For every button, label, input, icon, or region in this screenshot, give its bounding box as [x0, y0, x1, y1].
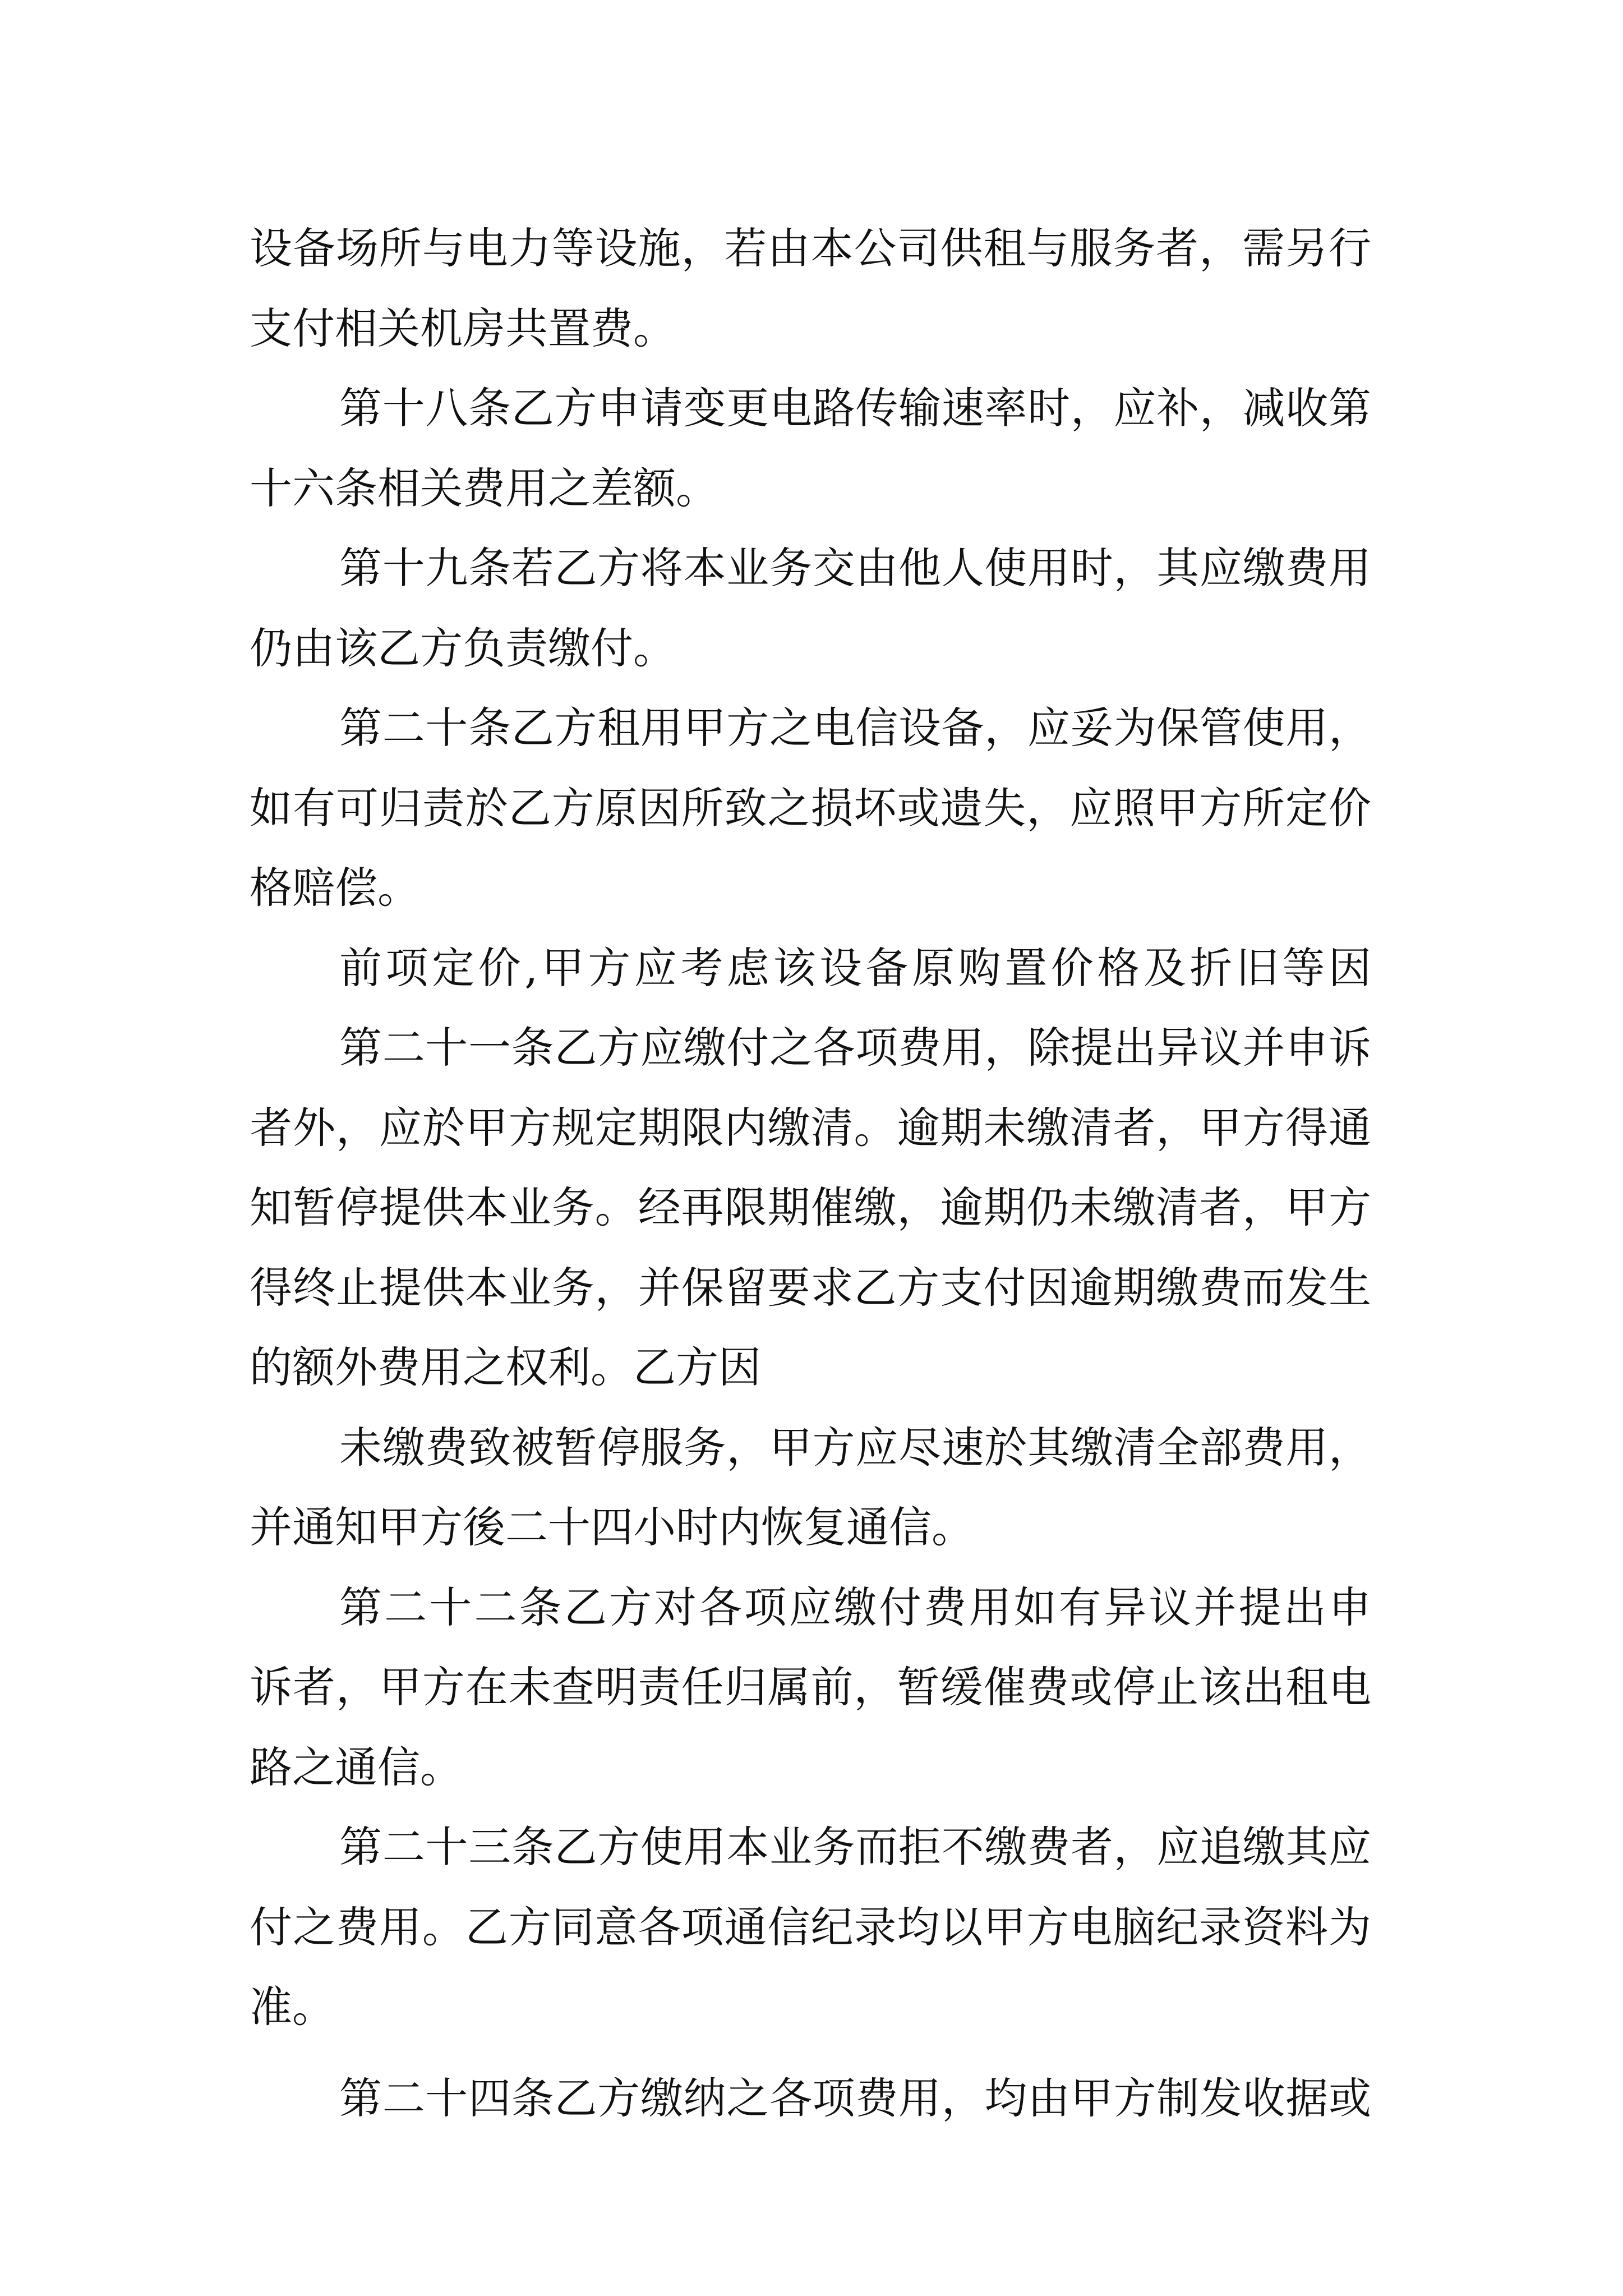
paragraph-start-line: 第十八条乙方申请变更电路传输速率时，应补，减收第 — [339, 383, 1371, 433]
body-line: 得终止提供本业务，并保留要求乙方支付因逾期缴费而发生 — [250, 1262, 1371, 1313]
paragraph-start-line: 未缴费致被暂停服务，甲方应尽速於其缴清全部费用， — [339, 1422, 1371, 1473]
body-line: 十六条相关费用之差额。 — [250, 463, 718, 513]
paragraph-start-line: 第二十四条乙方缴纳之各项费用，均由甲方制发收据或 — [339, 2073, 1371, 2123]
body-line: 支付相关机房共置费。 — [250, 303, 676, 353]
paragraph-start-line: 第二十二条乙方对各项应缴付费用如有异议并提出申 — [339, 1582, 1371, 1632]
body-line: 设备场所与电力等设施，若由本公司供租与服务者，需另行 — [250, 223, 1371, 273]
body-line: 者外，应於甲方规定期限内缴清。逾期未缴清者，甲方得通 — [250, 1102, 1371, 1153]
body-line: 诉者，甲方在未查明责任归属前，暂缓催费或停止该出租电 — [250, 1662, 1371, 1712]
body-line: 付之费用。乙方同意各项通信纪录均以甲方电脑纪录资料为 — [250, 1902, 1371, 1952]
body-line: 准。 — [250, 1982, 335, 2032]
body-line: 仍由该乙方负责缴付。 — [250, 623, 676, 673]
body-line: 格赔偿。 — [250, 863, 420, 913]
body-line: 的额外费用之权利。乙方因 — [250, 1342, 761, 1392]
body-line: 路之通信。 — [250, 1742, 463, 1792]
paragraph-start-line: 第二十一条乙方应缴付之各项费用，除提出异议并申诉 — [339, 1023, 1371, 1073]
document-body — [250, 209, 1371, 2138]
paragraph-start-line: 第二十条乙方租用甲方之电信设备，应妥为保管使用， — [339, 703, 1371, 753]
body-line: 如有可归责於乙方原因所致之损坏或遗失，应照甲方所定价 — [250, 783, 1371, 833]
paragraph-start-line: 前项定价,甲方应考虑该设备原购置价格及折旧等因 — [339, 942, 1371, 993]
body-line: 知暂停提供本业务。经再限期催缴，逾期仍未缴清者，甲方 — [250, 1182, 1371, 1232]
body-line: 并通知甲方後二十四小时内恢复通信。 — [250, 1502, 974, 1552]
paragraph-start-line: 第二十三条乙方使用本业务而拒不缴费者，应追缴其应 — [339, 1822, 1371, 1872]
paragraph-start-line: 第十九条若乙方将本业务交由他人使用时，其应缴费用 — [339, 543, 1371, 593]
